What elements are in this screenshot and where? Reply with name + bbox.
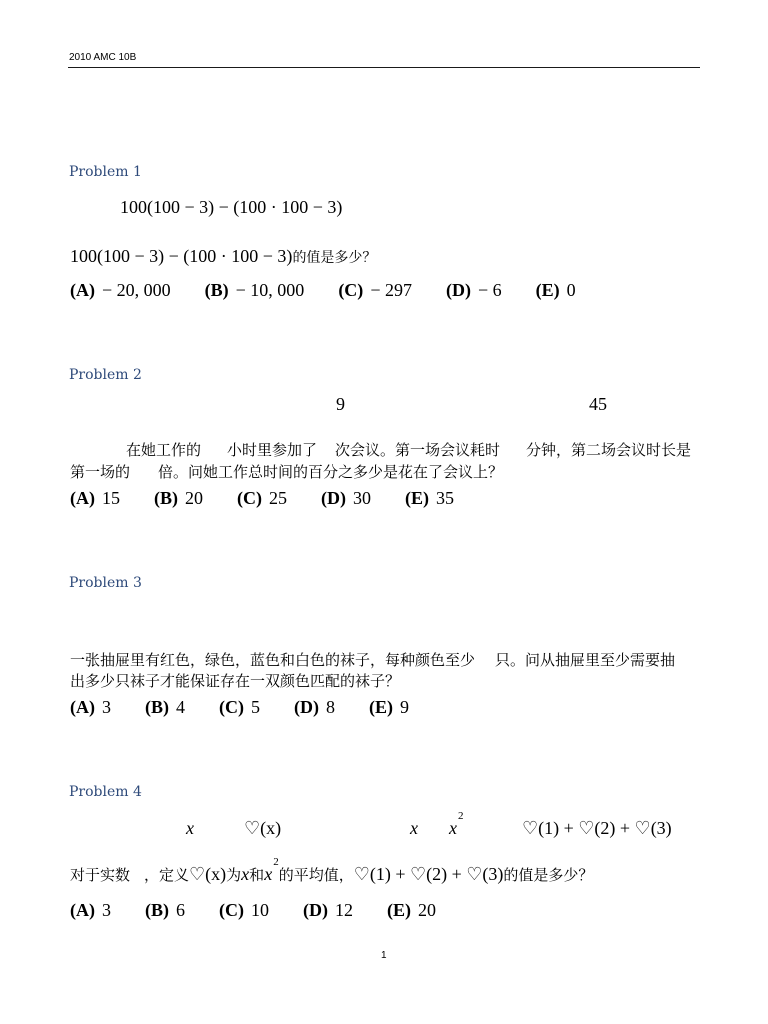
question-text: 的平均值， bbox=[278, 866, 354, 884]
choice-e bbox=[387, 899, 436, 921]
problem-heading: Problem 1 bbox=[69, 164, 142, 180]
square-exponent: 2 bbox=[458, 810, 464, 822]
question-math: ♡(1) + ♡(2) + ♡(3) bbox=[353, 864, 504, 884]
header-title: 2010 AMC 10B bbox=[69, 52, 137, 63]
choice-value: 6 bbox=[176, 900, 185, 920]
choice-label: (D) bbox=[445, 280, 471, 300]
choice-b bbox=[154, 487, 203, 509]
choice-b bbox=[145, 696, 185, 718]
choice-a bbox=[70, 696, 111, 718]
choice-value: 25 bbox=[269, 488, 287, 508]
floating-math: 45 bbox=[589, 394, 607, 414]
choice-value: 3 bbox=[102, 900, 111, 920]
problem-heading: Problem 3 bbox=[69, 575, 142, 591]
question-text: 在她工作的 bbox=[126, 441, 202, 459]
question-text: 对于实数 bbox=[70, 866, 131, 884]
floating-math: x bbox=[186, 818, 194, 838]
answer-choices bbox=[70, 696, 409, 718]
choice-label: (B) bbox=[154, 488, 178, 508]
choice-c bbox=[219, 696, 260, 718]
choice-value: − 20, 000 bbox=[102, 280, 171, 300]
choice-value: 5 bbox=[251, 697, 260, 717]
choice-value: 10 bbox=[251, 900, 269, 920]
choice-a bbox=[70, 899, 111, 921]
question-line bbox=[126, 439, 691, 461]
problem-heading: Problem 2 bbox=[69, 367, 142, 383]
choice-d bbox=[446, 279, 502, 301]
choice-label: (C) bbox=[219, 697, 244, 717]
question-line bbox=[70, 245, 376, 267]
choice-a bbox=[70, 279, 171, 301]
question-text: 倍。问她工作总时间的百分之多少是花在了会议上？ bbox=[158, 463, 504, 481]
choice-value: 3 bbox=[102, 697, 111, 717]
choice-a bbox=[70, 487, 120, 509]
question-line bbox=[70, 670, 400, 692]
question-text: 和 bbox=[249, 866, 265, 884]
floating-math: 9 bbox=[336, 394, 345, 414]
question-line bbox=[70, 856, 594, 885]
choice-c bbox=[237, 487, 287, 509]
answer-choices bbox=[70, 279, 576, 301]
choice-label: (A) bbox=[70, 280, 95, 300]
choice-value: 9 bbox=[400, 697, 409, 717]
choice-label: (C) bbox=[237, 488, 262, 508]
question-line bbox=[70, 649, 675, 671]
question-math: ♡(x) bbox=[189, 864, 227, 884]
choice-value: − 10, 000 bbox=[235, 280, 305, 300]
answer-choices bbox=[70, 899, 436, 921]
question-text: 出多少只袜子才能保证存在一双颜色匹配的袜子？ bbox=[70, 672, 401, 690]
question-text: 分钟，第二场会议时长是 bbox=[526, 441, 692, 459]
floating-math: ♡(x) bbox=[244, 818, 282, 838]
choice-value: 20 bbox=[418, 900, 436, 920]
question-math: 100(100 − 3) − (100 · 100 − 3) bbox=[70, 246, 293, 266]
question-text: 的值是多少？ bbox=[292, 250, 377, 266]
choice-e bbox=[369, 696, 409, 718]
question-text: 只。问从抽屉里至少需要抽 bbox=[495, 651, 676, 669]
choice-label: (C) bbox=[219, 900, 244, 920]
choice-label: (E) bbox=[535, 280, 560, 300]
choice-label: (D) bbox=[294, 697, 319, 717]
square-base: x bbox=[264, 864, 273, 884]
choice-label: (B) bbox=[204, 280, 229, 300]
answer-choices bbox=[70, 487, 454, 509]
choice-label: (C) bbox=[338, 280, 364, 300]
question-text: ，定义 bbox=[144, 866, 190, 884]
floating-math: ♡(1) + ♡(2) + ♡(3) bbox=[522, 818, 672, 838]
display-math: 100(100 − 3) − (100 · 100 − 3) bbox=[120, 197, 343, 217]
choice-value: 4 bbox=[176, 697, 185, 717]
header-rule bbox=[68, 67, 700, 68]
choice-label: (E) bbox=[387, 900, 411, 920]
square-base: x bbox=[449, 818, 457, 838]
choice-b bbox=[205, 279, 305, 301]
choice-c bbox=[338, 279, 412, 301]
question-math-square bbox=[264, 856, 279, 885]
choice-label: (A) bbox=[70, 488, 95, 508]
choice-value: 20 bbox=[185, 488, 203, 508]
choice-value: 35 bbox=[436, 488, 454, 508]
question-math: x bbox=[241, 864, 250, 884]
choice-e bbox=[405, 487, 454, 509]
question-text: 第一场的 bbox=[70, 463, 131, 481]
choice-e bbox=[536, 279, 576, 301]
choice-c bbox=[219, 899, 269, 921]
question-line bbox=[70, 461, 503, 483]
choice-value: 12 bbox=[335, 900, 353, 920]
choice-value: 15 bbox=[102, 488, 120, 508]
choice-value: − 297 bbox=[370, 280, 412, 300]
choice-d bbox=[321, 487, 371, 509]
choice-label: (D) bbox=[303, 900, 328, 920]
choice-d bbox=[294, 696, 335, 718]
choice-label: (B) bbox=[145, 697, 169, 717]
choice-label: (D) bbox=[321, 488, 346, 508]
choice-label: (A) bbox=[70, 697, 95, 717]
square-exponent: 2 bbox=[273, 856, 279, 868]
problem-heading: Problem 4 bbox=[69, 784, 142, 800]
choice-value: 30 bbox=[353, 488, 371, 508]
floating-math-square bbox=[449, 810, 464, 839]
choice-value: 8 bbox=[326, 697, 335, 717]
question-text: 的值是多少？ bbox=[503, 866, 594, 884]
floating-math: x bbox=[410, 818, 418, 838]
question-text: 小时里参加了 bbox=[227, 441, 318, 459]
page-number: 1 bbox=[381, 950, 387, 961]
choice-b bbox=[145, 899, 185, 921]
choice-label: (E) bbox=[369, 697, 393, 717]
choice-value: 0 bbox=[566, 280, 576, 300]
choice-label: (B) bbox=[145, 900, 169, 920]
question-text: 一张抽屉里有红色，绿色，蓝色和白色的袜子，每种颜色至少 bbox=[70, 651, 476, 669]
choice-value: − 6 bbox=[477, 280, 502, 300]
choice-d bbox=[303, 899, 353, 921]
choice-label: (A) bbox=[70, 900, 95, 920]
choice-label: (E) bbox=[405, 488, 429, 508]
question-text: 为 bbox=[226, 866, 242, 884]
question-text: 次会议。第一场会议耗时 bbox=[335, 441, 501, 459]
